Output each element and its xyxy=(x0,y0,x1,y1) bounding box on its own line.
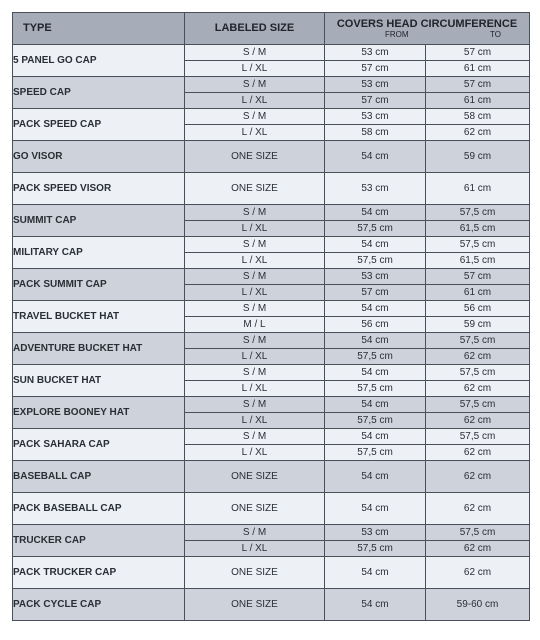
header-type: TYPE xyxy=(13,13,185,45)
table-row xyxy=(13,397,530,413)
circumference-to: 61,5 cm xyxy=(426,221,530,237)
labeled-size: ONE SIZE xyxy=(185,173,325,205)
table-row xyxy=(13,589,530,621)
circumference-to: 57,5 cm xyxy=(426,333,530,349)
table-row xyxy=(13,557,530,589)
circumference-to: 57 cm xyxy=(426,269,530,285)
circumference-to: 57 cm xyxy=(426,77,530,93)
header-covers-circumference xyxy=(325,13,530,45)
labeled-size: L / XL xyxy=(185,381,325,397)
labeled-size: L / XL xyxy=(185,253,325,269)
labeled-size: S / M xyxy=(185,301,325,317)
product-name: SUMMIT CAP xyxy=(13,205,185,237)
circumference-from: 53 cm xyxy=(325,109,426,125)
labeled-size: L / XL xyxy=(185,61,325,77)
circumference-from: 53 cm xyxy=(325,77,426,93)
table-row xyxy=(13,525,530,541)
product-name: ADVENTURE BUCKET HAT xyxy=(13,333,185,365)
labeled-size: S / M xyxy=(185,77,325,93)
labeled-size: S / M xyxy=(185,525,325,541)
header-from: FROM xyxy=(385,29,409,39)
product-name: GO VISOR xyxy=(13,141,185,173)
circumference-from: 57,5 cm xyxy=(325,413,426,429)
circumference-to: 61 cm xyxy=(426,173,530,205)
product-name: PACK TRUCKER CAP xyxy=(13,557,185,589)
product-name: PACK SUMMIT CAP xyxy=(13,269,185,301)
circumference-to: 61 cm xyxy=(426,93,530,109)
circumference-from: 54 cm xyxy=(325,493,426,525)
labeled-size: ONE SIZE xyxy=(185,557,325,589)
circumference-from: 54 cm xyxy=(325,461,426,493)
circumference-to: 57,5 cm xyxy=(426,525,530,541)
labeled-size: S / M xyxy=(185,333,325,349)
labeled-size: L / XL xyxy=(185,285,325,301)
circumference-from: 57,5 cm xyxy=(325,221,426,237)
circumference-to: 62 cm xyxy=(426,541,530,557)
circumference-to: 57 cm xyxy=(426,45,530,61)
circumference-to: 58 cm xyxy=(426,109,530,125)
circumference-from: 56 cm xyxy=(325,317,426,333)
circumference-from: 57,5 cm xyxy=(325,381,426,397)
circumference-from: 54 cm xyxy=(325,237,426,253)
circumference-to: 57,5 cm xyxy=(426,429,530,445)
circumference-from: 57 cm xyxy=(325,93,426,109)
circumference-from: 54 cm xyxy=(325,141,426,173)
circumference-to: 57,5 cm xyxy=(426,237,530,253)
circumference-from: 53 cm xyxy=(325,269,426,285)
circumference-to: 57,5 cm xyxy=(426,205,530,221)
size-chart xyxy=(12,12,529,621)
circumference-from: 54 cm xyxy=(325,205,426,221)
labeled-size: L / XL xyxy=(185,541,325,557)
labeled-size: S / M xyxy=(185,397,325,413)
labeled-size: L / XL xyxy=(185,93,325,109)
circumference-from: 54 cm xyxy=(325,397,426,413)
circumference-from: 58 cm xyxy=(325,125,426,141)
product-name: PACK CYCLE CAP xyxy=(13,589,185,621)
circumference-to: 62 cm xyxy=(426,557,530,589)
labeled-size: M / L xyxy=(185,317,325,333)
circumference-from: 54 cm xyxy=(325,333,426,349)
product-name: EXPLORE BOONEY HAT xyxy=(13,397,185,429)
circumference-from: 57 cm xyxy=(325,285,426,301)
table-row xyxy=(13,269,530,285)
labeled-size: L / XL xyxy=(185,221,325,237)
circumference-to: 62 cm xyxy=(426,381,530,397)
circumference-to: 62 cm xyxy=(426,493,530,525)
labeled-size: ONE SIZE xyxy=(185,141,325,173)
product-name: 5 PANEL GO CAP xyxy=(13,45,185,77)
labeled-size: S / M xyxy=(185,269,325,285)
table-row xyxy=(13,461,530,493)
labeled-size: L / XL xyxy=(185,349,325,365)
circumference-to: 57,5 cm xyxy=(426,365,530,381)
table-row xyxy=(13,77,530,93)
product-name: BASEBALL CAP xyxy=(13,461,185,493)
labeled-size: S / M xyxy=(185,205,325,221)
circumference-from: 54 cm xyxy=(325,365,426,381)
table-row xyxy=(13,429,530,445)
table-row xyxy=(13,109,530,125)
table-row xyxy=(13,301,530,317)
circumference-to: 62 cm xyxy=(426,445,530,461)
labeled-size: ONE SIZE xyxy=(185,589,325,621)
circumference-to: 61,5 cm xyxy=(426,253,530,269)
circumference-to: 62 cm xyxy=(426,413,530,429)
circumference-to: 62 cm xyxy=(426,125,530,141)
labeled-size: S / M xyxy=(185,365,325,381)
circumference-from: 53 cm xyxy=(325,173,426,205)
circumference-from: 53 cm xyxy=(325,45,426,61)
table-row xyxy=(13,141,530,173)
table-row xyxy=(13,237,530,253)
header-to: TO xyxy=(490,29,502,39)
product-name: TRAVEL BUCKET HAT xyxy=(13,301,185,333)
table-body xyxy=(13,45,530,621)
labeled-size: L / XL xyxy=(185,413,325,429)
circumference-to: 57,5 cm xyxy=(426,397,530,413)
circumference-from: 57,5 cm xyxy=(325,445,426,461)
circumference-from: 54 cm xyxy=(325,429,426,445)
table-row xyxy=(13,173,530,205)
labeled-size: ONE SIZE xyxy=(185,461,325,493)
circumference-from: 57,5 cm xyxy=(325,349,426,365)
circumference-from: 57,5 cm xyxy=(325,253,426,269)
product-name: PACK SPEED VISOR xyxy=(13,173,185,205)
size-table xyxy=(12,12,530,621)
circumference-from: 57 cm xyxy=(325,61,426,77)
circumference-to: 62 cm xyxy=(426,349,530,365)
header-from-to xyxy=(325,30,529,39)
product-name: PACK SPEED CAP xyxy=(13,109,185,141)
product-name: SPEED CAP xyxy=(13,77,185,109)
table-row xyxy=(13,205,530,221)
circumference-to: 62 cm xyxy=(426,461,530,493)
product-name: MILITARY CAP xyxy=(13,237,185,269)
table-header xyxy=(13,13,530,45)
product-name: PACK BASEBALL CAP xyxy=(13,493,185,525)
circumference-to: 61 cm xyxy=(426,61,530,77)
circumference-to: 61 cm xyxy=(426,285,530,301)
table-row xyxy=(13,365,530,381)
header-labeled-size: LABELED SIZE xyxy=(185,13,325,45)
labeled-size: S / M xyxy=(185,429,325,445)
table-row xyxy=(13,493,530,525)
product-name: SUN BUCKET HAT xyxy=(13,365,185,397)
labeled-size: L / XL xyxy=(185,125,325,141)
product-name: PACK SAHARA CAP xyxy=(13,429,185,461)
labeled-size: S / M xyxy=(185,109,325,125)
circumference-to: 56 cm xyxy=(426,301,530,317)
circumference-from: 53 cm xyxy=(325,525,426,541)
circumference-from: 54 cm xyxy=(325,589,426,621)
circumference-from: 54 cm xyxy=(325,557,426,589)
header-covers-label: COVERS HEAD CIRCUMFERENCE xyxy=(336,17,518,30)
labeled-size: ONE SIZE xyxy=(185,493,325,525)
circumference-to: 59 cm xyxy=(426,141,530,173)
labeled-size: S / M xyxy=(185,45,325,61)
table-row xyxy=(13,333,530,349)
circumference-to: 59-60 cm xyxy=(426,589,530,621)
labeled-size: S / M xyxy=(185,237,325,253)
table-row xyxy=(13,45,530,61)
circumference-from: 57,5 cm xyxy=(325,541,426,557)
labeled-size: L / XL xyxy=(185,445,325,461)
circumference-to: 59 cm xyxy=(426,317,530,333)
circumference-from: 54 cm xyxy=(325,301,426,317)
product-name: TRUCKER CAP xyxy=(13,525,185,557)
